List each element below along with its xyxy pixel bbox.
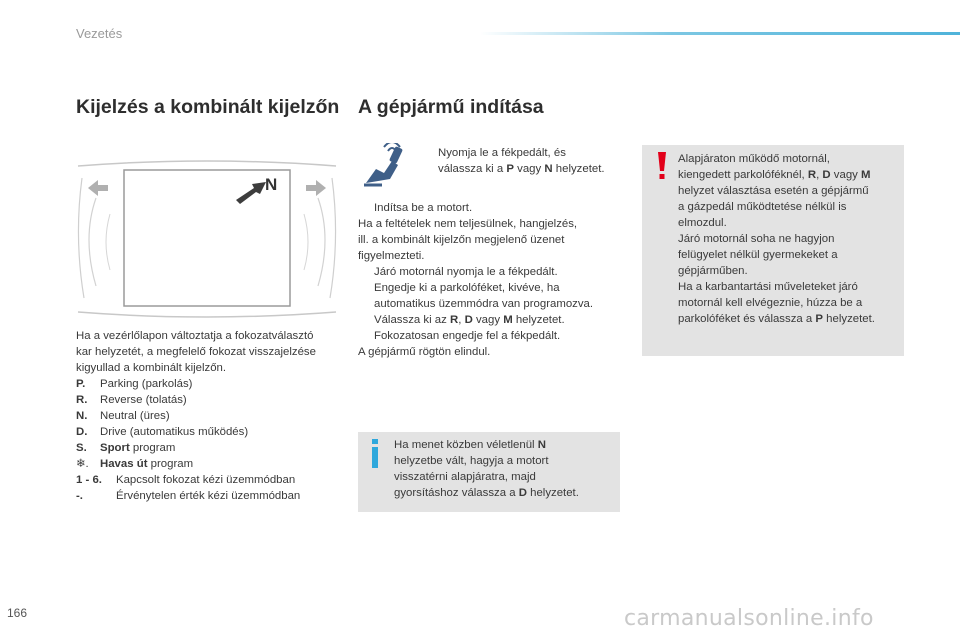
warning-exclamation-icon (656, 151, 668, 181)
info-i-icon (370, 439, 380, 469)
heading-display: Kijelzés a kombinált kijelzőn (76, 96, 340, 118)
mode-p: P. Parking (parkolás) (76, 378, 193, 390)
mode-snow: ❄. Havas út program (76, 458, 194, 470)
intro-line: Ha a vezérlőlapon változtatja a fokozatválasztó (76, 330, 314, 342)
instrument-cluster-illustration (76, 158, 338, 318)
heading-starting: A gépjármű indítása (358, 96, 544, 118)
info-box: Ha menet közben véletlenül N helyzetbe vált, hagyja a motort visszatérni alapjáratra, majd gyorsításhoz válassza a D helyzetet. (358, 432, 620, 512)
section-title: Vezetés (76, 26, 123, 41)
intro-line: kigyullad a kombinált kijelzőn. (76, 362, 227, 374)
starting-steps: Indítsa be a motort. Ha a feltételek nem teljesülnek, hangjelzés, ill. a kombinált kijelzőn megjelenő üzenet figyelmezteti. Járó motornál nyomja le a fékpedált. Engedje ki a parkolóféket, kivéve, ha automatikus üzemmódra van programozva. Válassza ki az R , D vagy M helyzetet. Fokozatosan engedje fel a fékpedált. A gépjármű rögtön elindul. (358, 202, 594, 358)
snowflake-icon: ❄. (76, 458, 89, 470)
page-number: 166 (7, 606, 28, 620)
header-accent-bar (480, 32, 960, 35)
watermark-link[interactable]: carmanualsonline.info (624, 606, 874, 631)
warning-box: Alapjáraton működő motornál, kiengedett parkolóféknél, R, D vagy M helyzet választása esetén a gépjármű a gázpedál működtetése nélkül is elmozdul. Járó motornál soha ne hagyjon felügyelet nélkül gyermekeket a gépjárműben. Ha a karbantartási műveleteket járó motornál kell elvégeznie, húzza be a parkolóféket és válassza a P helyzetet. (642, 145, 904, 356)
left-turn-arrow-icon (88, 180, 108, 196)
mode-n: N. Neutral (üres) (76, 410, 170, 422)
intro-line: kar helyzetét, a megfelelő fokozat visszajelzése (76, 346, 316, 358)
mode-invalid: -. Érvénytelen érték kézi üzemmódban (76, 490, 301, 502)
mode-manual: 1 - 6. Kapcsolt fokozat kézi üzemmódban (76, 474, 296, 486)
brake-pedal-icon (362, 143, 410, 187)
mode-sport: S. Sport program (76, 442, 176, 454)
right-turn-arrow-icon (306, 180, 326, 196)
gear-indicator-n: N (265, 175, 278, 194)
step-1: Nyomja le a fékpedált, és válassza ki a P vagy N helyzetet. (438, 147, 605, 175)
display-description (76, 328, 341, 504)
mode-d: D. Drive (automatikus működés) (76, 426, 249, 438)
mode-r: R. Reverse (tolatás) (76, 394, 187, 406)
